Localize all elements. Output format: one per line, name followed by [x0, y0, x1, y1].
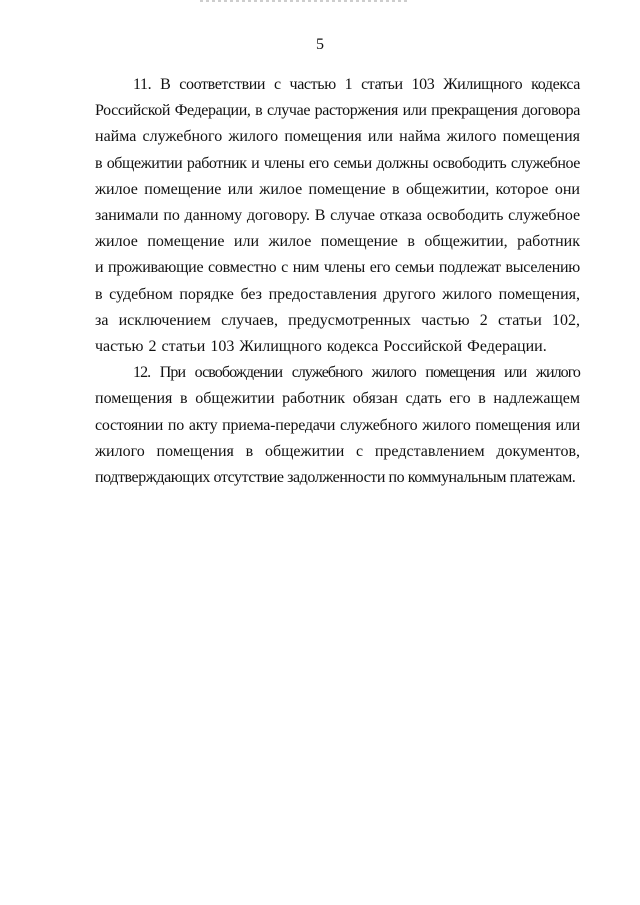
document-body: [95, 72, 580, 491]
paragraph-12: [95, 360, 580, 491]
text-line: 11. В соответствии с частью 1 статьи 103 Жилищного кодекса: [133, 76, 580, 93]
text-line: в судебном порядке без предоставления другого жилого помещения,: [95, 285, 580, 303]
text-line: занимали по данному договору. В случае отказа освободить служебное: [95, 207, 580, 225]
text-line: 12. При освобождении служебного жилого помещения или жилого: [133, 364, 580, 382]
text-line: состоянии по акту приема-передачи служебного жилого помещения или: [95, 416, 580, 434]
text-line: жилое помещение или жилое помещение в общежитии, работник: [95, 233, 580, 251]
text-line: подтверждающих отсутствие задолженности по коммунальным платежам.: [95, 469, 576, 487]
paragraph-11: [95, 72, 580, 360]
text-line: помещения в общежитии работник обязан сдать его в надлежащем: [95, 390, 580, 408]
text-line: жилого помещения в общежитии с представлением документов,: [95, 442, 580, 460]
text-line: жилое помещение или жилое помещение в общежитии, которое они: [95, 180, 580, 198]
text-line: частью 2 статьи 103 Жилищного кодекса Российской Федерации.: [95, 338, 547, 356]
text-line: найма служебного жилого помещения или найма жилого помещения: [95, 128, 580, 146]
text-line: за исключением случаев, предусмотренных частью 2 статьи 102,: [95, 311, 580, 329]
scan-top-edge: [200, 0, 410, 2]
page-number: 5: [316, 36, 324, 53]
text-line: в общежитии работник и члены его семьи должны освободить служебное: [95, 154, 580, 172]
text-line: и проживающие совместно с ним члены его семьи подлежат выселению: [95, 259, 580, 277]
text-line: Российской Федерации, в случае расторжения или прекращения договора: [95, 102, 580, 120]
